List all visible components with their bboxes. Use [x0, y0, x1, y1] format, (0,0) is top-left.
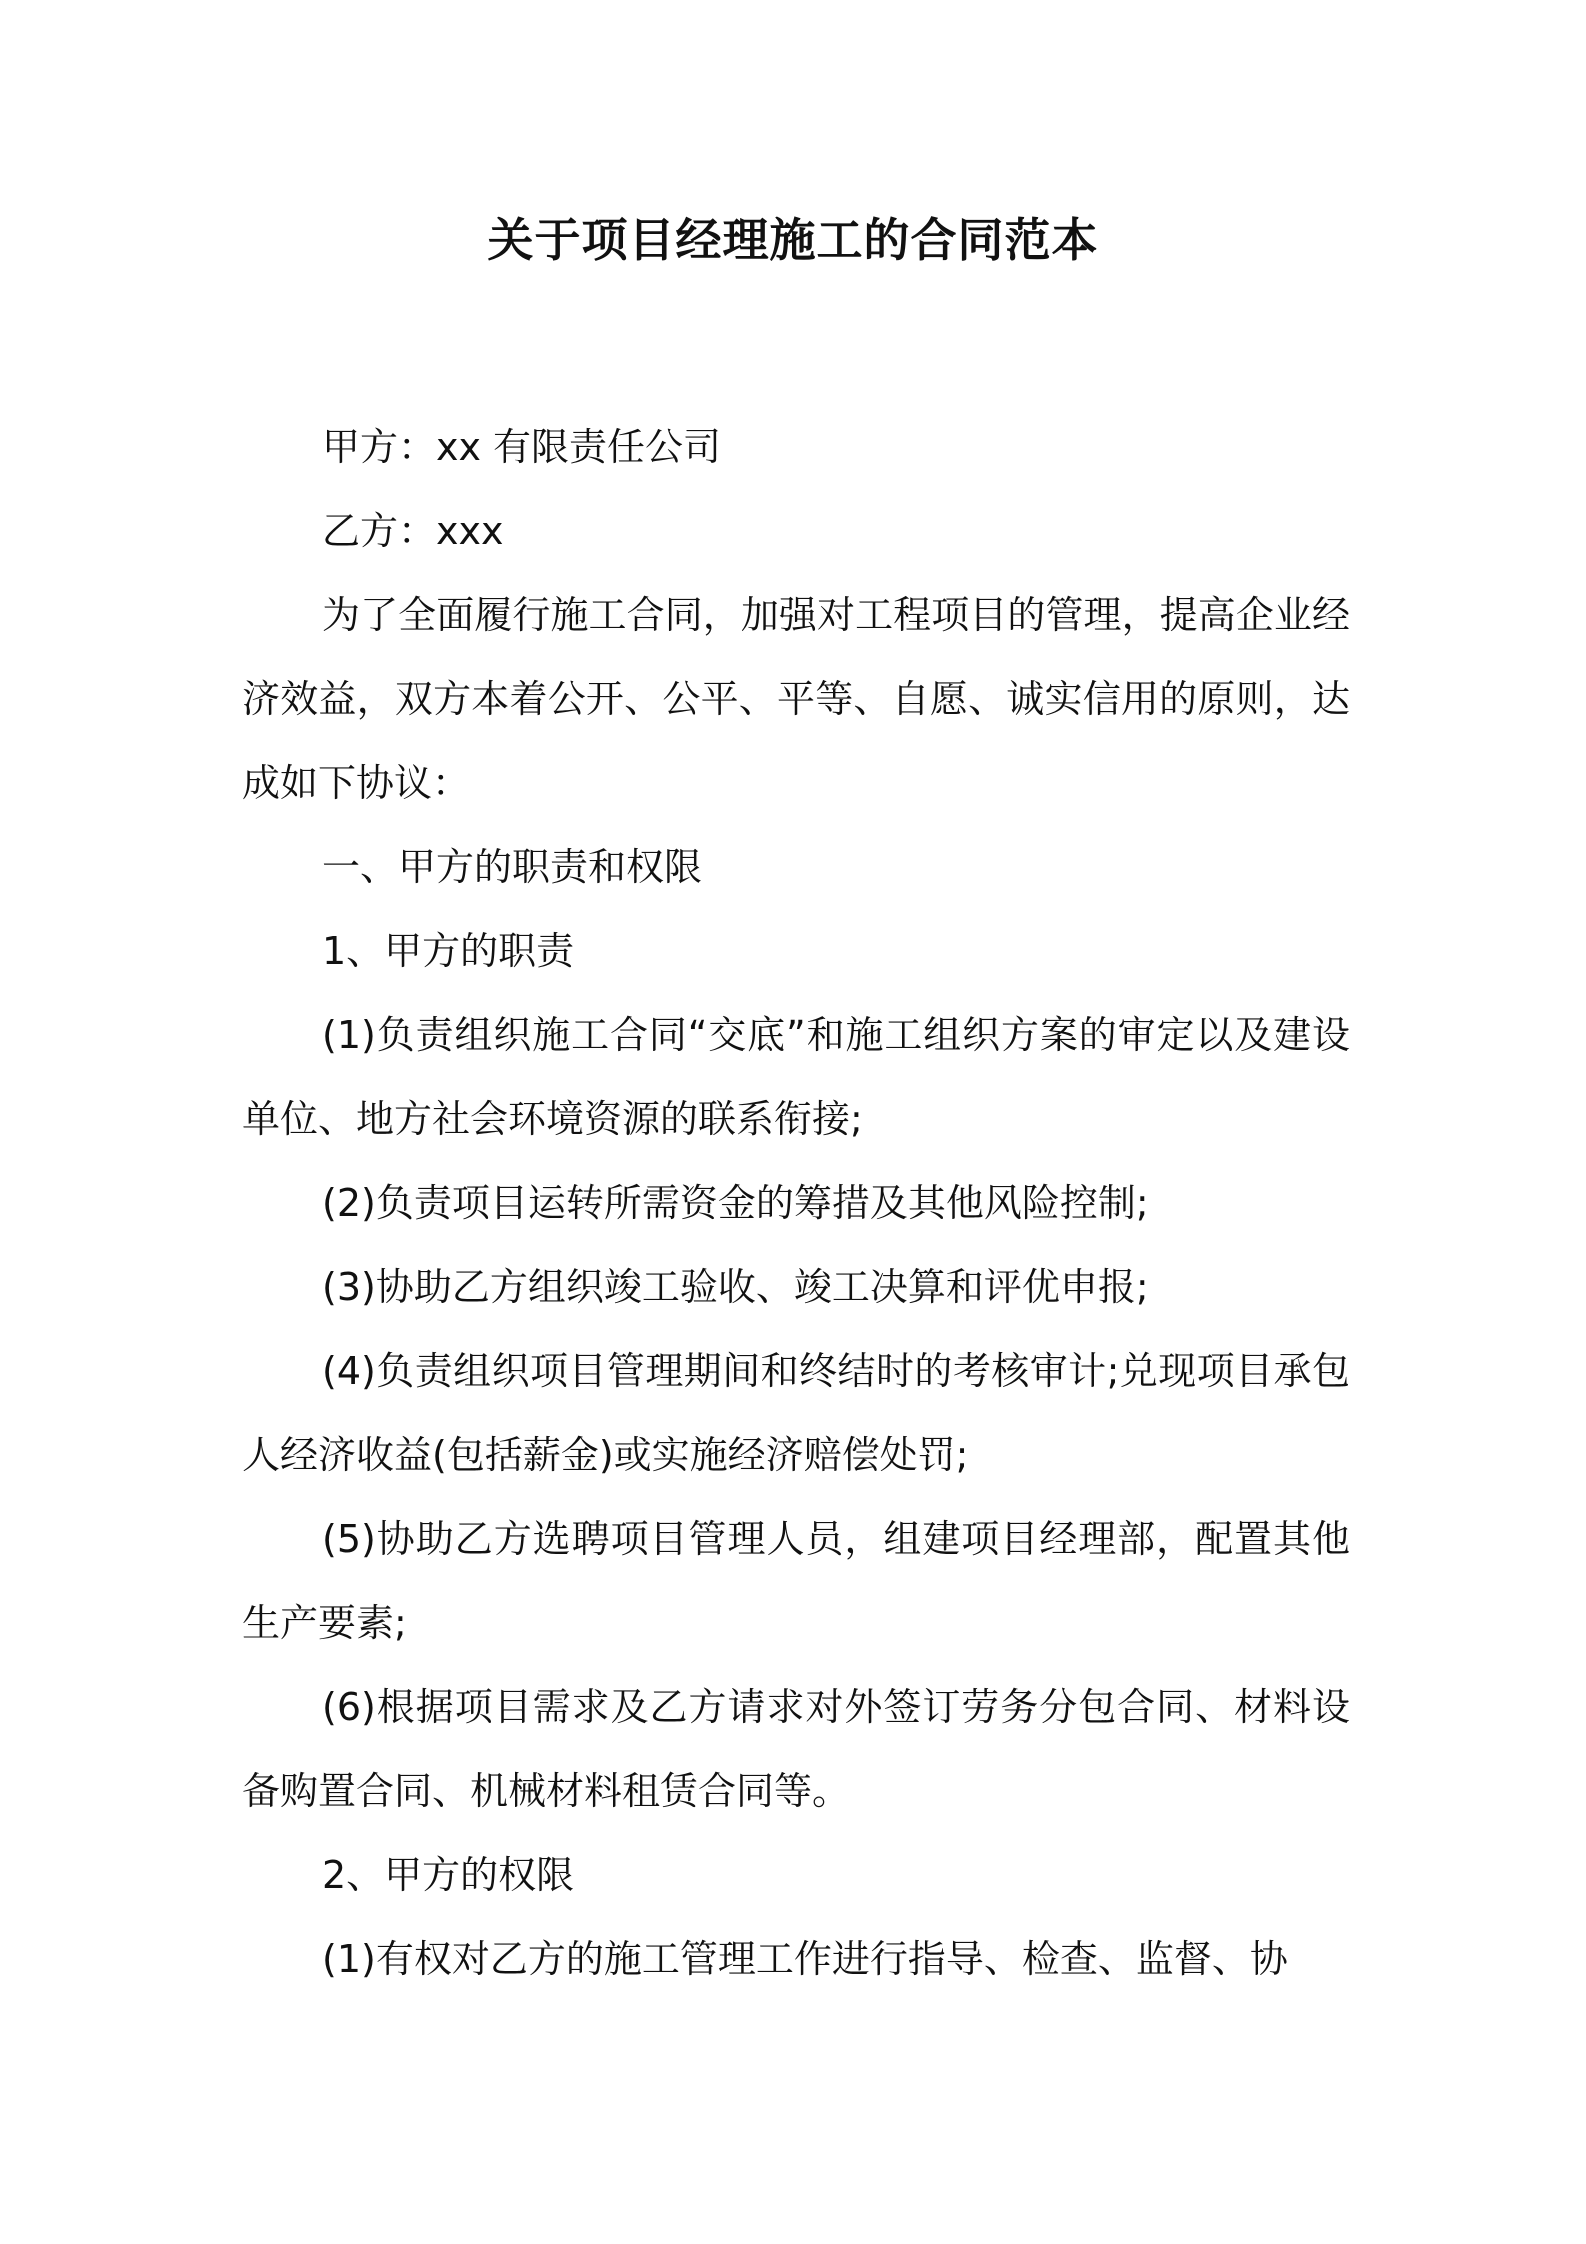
- authority-item-1: (1)有权对乙方的施工管理工作进行指导、检查、监督、协: [322, 1937, 1288, 1981]
- subsection-heading-1: 1、甲方的职责: [322, 929, 575, 973]
- duty-item-6: (6)根据项目需求及乙方请求对外签订劳务分包合同、材料设备购置合同、机械材料租赁合同等。: [242, 1685, 1350, 1813]
- duty-item-5: (5)协助乙方选聘项目管理人员，组建项目经理部，配置其他生产要素;: [242, 1517, 1350, 1645]
- party-a-line: 甲方：xx 有限责任公司: [322, 425, 722, 469]
- duty-item-4: (4)负责组织项目管理期间和终结时的考核审计;兑现项目承包人经济收益(包括薪金)或实施经济赔偿处罚;: [242, 1349, 1350, 1477]
- duty-item-1: (1)负责组织施工合同“交底”和施工组织方案的审定以及建设单位、地方社会环境资源的联系衔接;: [242, 1013, 1350, 1141]
- duty-item-3: (3)协助乙方组织竣工验收、竣工决算和评优申报;: [322, 1265, 1149, 1309]
- party-b-line: 乙方：xxx: [322, 509, 504, 553]
- preamble-paragraph: 为了全面履行施工合同，加强对工程项目的管理，提高企业经济效益，双方本着公开、公平、平等、自愿、诚实信用的原则，达成如下协议：: [242, 593, 1350, 805]
- duty-item-2: (2)负责项目运转所需资金的筹措及其他风险控制;: [322, 1181, 1149, 1225]
- document-body: [242, 405, 1350, 2001]
- section-heading-1: 一、甲方的职责和权限: [322, 845, 703, 889]
- document-title: 关于项目经理施工的合同范本: [487, 213, 1099, 267]
- subsection-heading-2: 2、甲方的权限: [322, 1853, 575, 1897]
